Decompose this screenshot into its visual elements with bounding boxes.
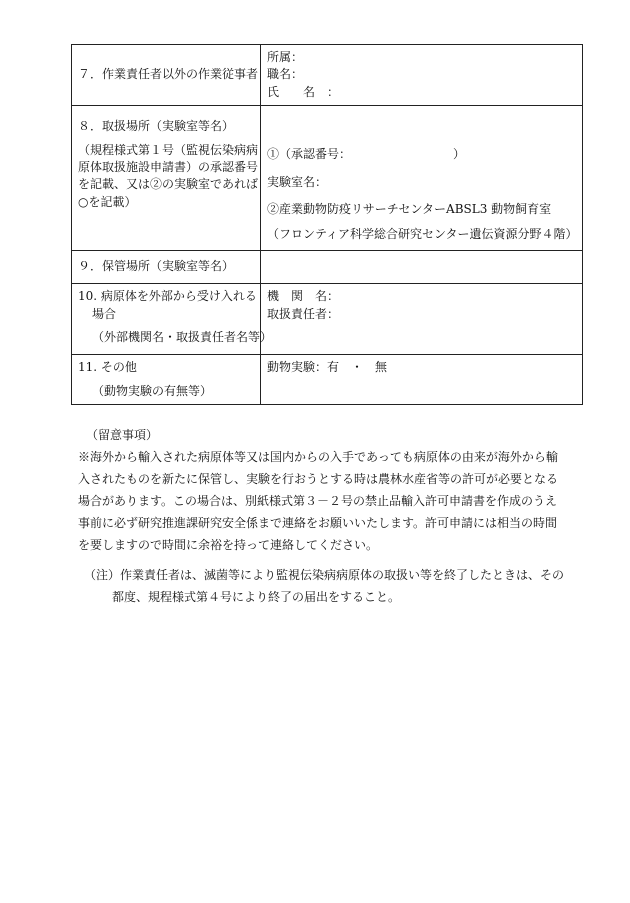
row-8-label-note-3: を記載、又は②の実験室であれば [78,177,259,192]
row-9-label-text: ９．保管場所（実験室等名） [78,259,235,274]
lab-option-2: ②産業動物防疫リサーチセンターABSL3 動物飼育室 [267,201,552,216]
row-7-label-text: ７．作業責任者以外の作業従事者 [78,67,259,82]
form-row-11 [72,355,583,405]
notes-heading: （留意事項） [86,428,159,442]
position-field[interactable]: 職名： [267,67,304,82]
lab-name-field[interactable]: 実験室名： [267,174,328,189]
application-form-table [71,44,583,405]
row-8-label-title: ８．取扱場所（実験室等名） [78,119,235,134]
storage-location-field[interactable] [261,251,583,284]
notes-line-5: を要しますので時間に余裕を持って連絡してください。 [78,538,379,552]
row-11-label-title: 11. その他 [78,360,137,375]
row-8-label-note-1: （規程様式第１号（監視伝染病病 [78,142,259,157]
approval-number-field[interactable]: ①（承認番号： ） [267,147,466,162]
row-11-value[interactable] [261,355,583,405]
form-row-8 [72,106,583,251]
row-7-value[interactable] [261,45,583,106]
row-10-label-title: 10. 病原体を外部から受け入れる [78,289,257,304]
notes-line-3: 場合があります。この場合は、別紙様式第３－２号の禁止品輸入許可申請書を作成のうえ [78,494,558,508]
name-field[interactable]: 氏 名 ： [267,84,340,99]
footnote-section [84,564,565,608]
affiliation-field[interactable]: 所属： [267,50,304,64]
row-8-label [72,106,261,251]
footnote-line-2: 都度、規程様式第４号により終了の届出をすること。 [112,590,401,604]
form-row-9 [72,251,583,284]
form-row-10 [72,284,583,355]
animal-experiment-choice[interactable]: 動物実験：有 ・ 無 [267,360,388,375]
row-8-label-note-2: 原体取扱施設申請書）の承認番号 [78,159,259,174]
row-11-label [72,355,261,405]
row-8-value[interactable] [261,106,583,251]
row-10-value[interactable] [261,284,583,355]
notes-line-4: 事前に必ず研究推進課研究安全係まで連絡をお願いいたします。許可申請には相当の時間 [78,516,558,530]
notes-line-1: ※海外から輸入された病原体等又は国内からの入手であっても病原体の由来が海外から輸 [78,450,558,464]
row-9-label [72,251,261,284]
row-10-label [72,284,273,355]
row-11-label-note: （動物実験の有無等） [92,383,213,398]
row-8-label-note-4: ○を記載） [78,194,137,209]
lab-option-2-location: （フロンティア科学総合研究センター遺伝資源分野４階） [267,227,578,242]
handling-manager-field[interactable]: 取扱責任者： [267,306,340,321]
notes-section [78,424,558,556]
form-row-7 [72,45,583,106]
row-7-label [72,45,261,106]
external-institution-field[interactable]: 機 関 名： [267,289,340,304]
row-10-label-title-cont: 場合 [92,306,117,321]
footnote-line-1: （注）作業責任者は、滅菌等により監視伝染病病原体の取扱い等を終了したときは、その [84,568,565,582]
row-10-label-note: （外部機関名・取扱責任者名等） [92,329,273,344]
notes-line-2: 入されたものを新たに保管し、実験を行おうとする時は農林水産省等の許可が必要となる [78,472,559,486]
